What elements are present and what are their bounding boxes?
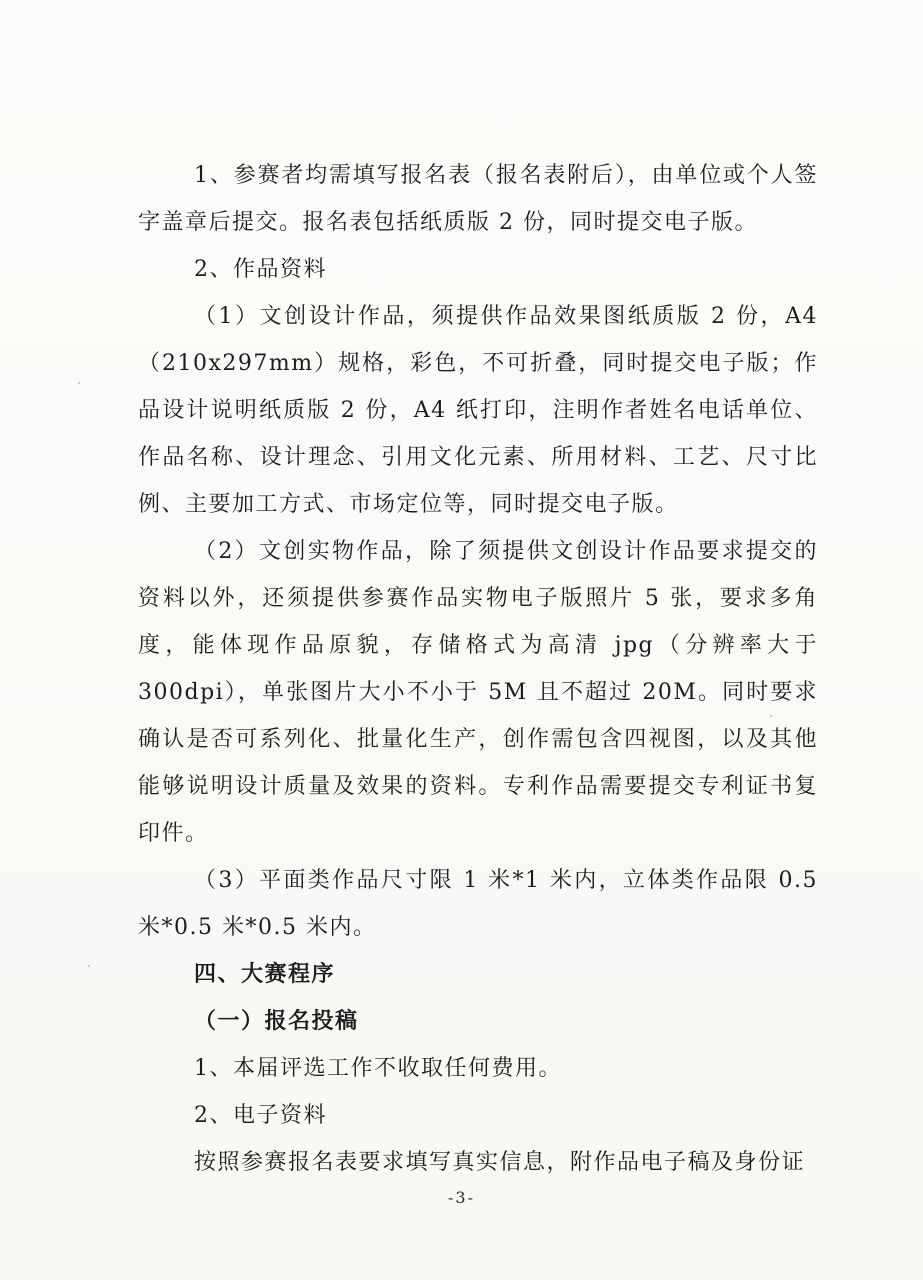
paragraph-electronic-materials-title: 2、电子资料	[194, 1103, 327, 1128]
paragraph-physical-works: （2）文创实物作品，除了须提供文创设计作品要求提交的资料以外，还须提供参赛作品实物电子版照片 5 张，要求多角度，能体现作品原貌，存储格式为高清 jpg（分辨率大于 300dpi），单张图片大小不小于 5M 且不超过 20M。同时要求确认是否可系列化、批量化生产，创作需包含四视图，以及其他能够说明设计质量及效果的资料。专利作品需要提交专利证书复印件。	[138, 539, 818, 846]
page-number: -3-	[448, 1188, 475, 1207]
paragraph-design-works: （1）文创设计作品，须提供作品效果图纸质版 2 份，A4（210x297mm）规格，彩色，不可折叠，同时提交电子版；作品设计说明纸质版 2 份，A4 纸打印，注明作者姓名电话单位、作品名称、设计理念、引用文化元素、所用材料、工艺、尺寸比例、主要加工方式、市场定位等，同时提交电子版。	[138, 304, 818, 517]
paragraph-no-fees: 1、本届评选工作不收取任何费用。	[194, 1056, 562, 1081]
section-heading-competition-procedure: 四、大赛程序	[194, 962, 336, 987]
subsection-heading-registration: （一）报名投稿	[194, 1008, 359, 1034]
paragraph-fill-info: 按照参赛报名表要求填写真实信息，附作品电子稿及身份证	[194, 1150, 806, 1175]
scan-speck	[78, 382, 80, 384]
paragraph-registration-form: 1、参赛者均需填写报名表（报名表附后），由单位或个人签字盖章后提交。报名表包括纸质版 2 份，同时提交电子版。	[138, 163, 818, 235]
scan-speck	[88, 965, 90, 967]
document-body	[138, 152, 818, 1186]
paragraph-size-limits: （3）平面类作品尺寸限 1 米*1 米内，立体类作品限 0.5 米*0.5 米*0.5 米内。	[138, 868, 818, 940]
scan-speck	[770, 715, 772, 717]
paragraph-work-materials-title: 2、作品资料	[194, 257, 327, 282]
